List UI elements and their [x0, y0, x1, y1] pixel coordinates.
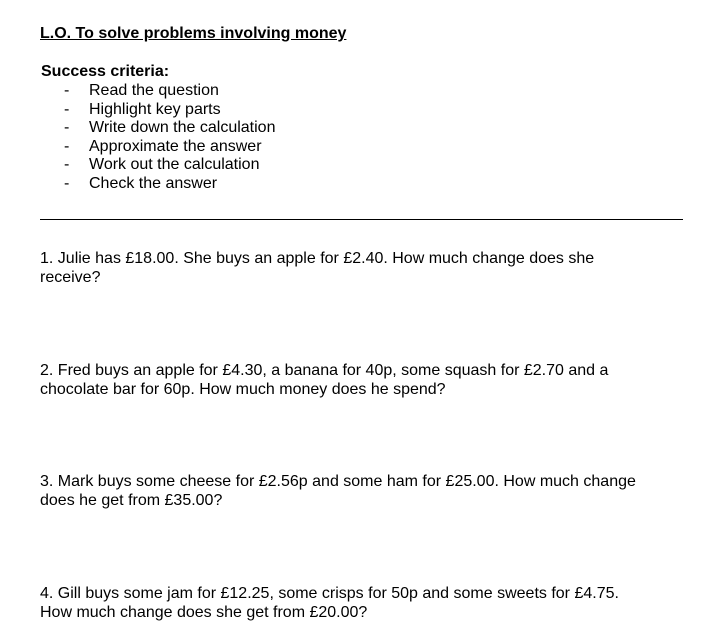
criteria-item-text: Write down the calculation: [89, 119, 276, 137]
dash-bullet: -: [64, 100, 70, 118]
criteria-item: [62, 82, 275, 101]
criteria-item-text: Work out the calculation: [89, 156, 260, 174]
question-2: 2. Fred buys an apple for £4.30, a banana for 40p, some squash for £2.70 and a chocolate bar for 60p. How much money does he spend?: [40, 362, 609, 398]
criteria-item: [62, 138, 275, 157]
criteria-item-text: Highlight key parts: [89, 100, 221, 118]
dash-bullet: -: [64, 82, 70, 99]
criteria-item: [62, 156, 275, 175]
question-1: 1. Julie has £18.00. She buys an apple for £2.40. How much change does she receive?: [40, 250, 595, 286]
criteria-item: [62, 101, 275, 120]
criteria-item-text: Check the answer: [89, 174, 218, 192]
dash-bullet: -: [64, 119, 70, 137]
question-3: 3. Mark buys some cheese for £2.56p and some ham for £25.00. How much change does he get from £35.00?: [40, 473, 636, 509]
criteria-item: [62, 175, 275, 194]
success-criteria-heading: Success criteria:: [41, 63, 170, 80]
success-criteria-list: [62, 82, 275, 194]
dash-bullet: -: [64, 174, 70, 192]
dash-bullet: -: [64, 156, 70, 174]
criteria-item-text: Approximate the answer: [89, 137, 262, 155]
question-4: 4. Gill buys some jam for £12.25, some crisps for 50p and some sweets for £4.75. How much change does she get from £20.00?: [40, 585, 619, 621]
dash-bullet: -: [64, 137, 70, 155]
criteria-item: [62, 119, 275, 138]
criteria-item-text: Read the question: [89, 82, 219, 99]
learning-objective-title: L.O. To solve problems involving money: [40, 25, 347, 42]
horizontal-divider: [40, 219, 683, 220]
